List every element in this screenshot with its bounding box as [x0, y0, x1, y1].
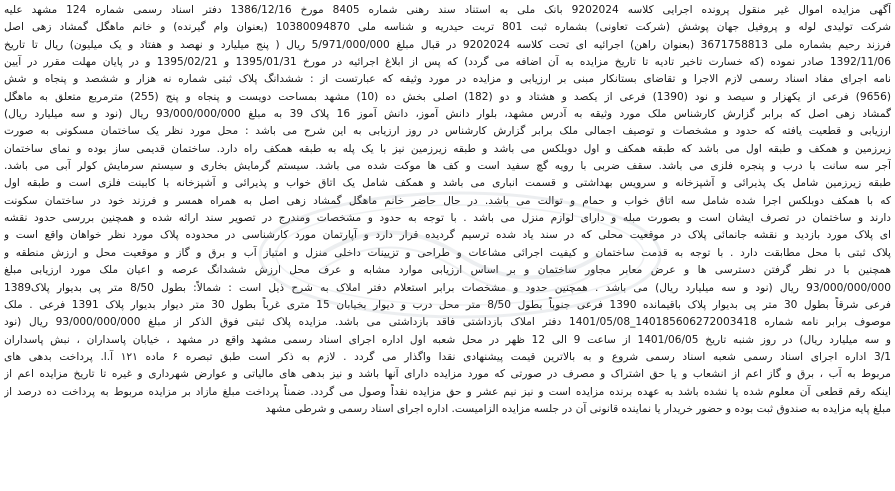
notice-line-8: ارزیابی و قطعیت یافته که حدود و مشخصات و توصیف اجمالی ملک برابر گزارش کارشناس در روز ارزیابی به این شرح می باشد : محل مورد نظر یک ساختمان مسکونی به صورت [4, 125, 891, 138]
notice-line-1: آگهی مزایده اموال غیر منقول پرونده اجرایی کلاسه 9202024 بانک ملی به استناد سند رهنی شماره 8405 مورخ 1386/12/16 دفتر اسناد رسمی شماره 124 مشهد علیه [4, 4, 891, 16]
notice-line-11: طبقه زیرزمین شامل یک پذیرائی و آشپزخانه و سرویس بهداشتی و قسمت انباری می باشد و همکف شامل یک اتاق خواب و پذیرائی و آشپزخانه با کابینت فلزی است و طبقه اول [4, 177, 891, 190]
notice-line-24: مبلغ پایه مزایده به صندوق ثبت بوده و حضور خریدار یا نماینده قانونی آن در جلسه مزایده الزامیست. اداره اجرای اسناد رسمی و شرطی مشهد [265, 402, 891, 415]
notice-line-3: فرزند رحیم بشماره ملی 3671758813 (بعنوان راهن) اجرائیه ای تحت کلاسه 9202024 در قبال مبلغ 5/971/000/000 ریال ( پنج میلیارد و نهصد و هفتاد و یک میلیون) ریال تا تاریخ [4, 38, 891, 51]
notice-line-17: 93/000/000/000 ریال (نود و سه میلیارد ریال) می باشد . همچنین حدود و مشخصات برابر استعلام دفتر املاک به شرح ذیل است : شمالاً: بطول 8/50 متر پی بدیوار پلاک1389 [4, 281, 891, 294]
notice-line-6: (9656) فرعی از یکهزار و سیصد و نود (1390) فرعی از یکصد و هشتاد و دو (182) اصلی بخش ده (10) مشهد بمساحت دویست و پنجاه و پنج (255) مترمربع متعلق به ماهگل [4, 90, 891, 103]
notice-line-15: پلاک ثبتی با محل مطابقت دارد . با توجه به قدمت ساختمان و کیفیت اجرائی مشاعات و طراحی و تزیینات داخلی منزل و امتیاز آب و برق و گاز و موقعیت محل و ارزش منطقه و [4, 246, 891, 259]
notice-line-2: شرکت تولیدی لوله و پروفیل جهان پوشش (شرکت تعاونی) بشماره ثبت 801 تربت حیدریه و شناسه ملی 10380094870 (بعنوان وام گیرنده) و خانم ماهگل گمشاد زهی اصل [4, 21, 891, 34]
notice-line-18: فرعی شرقاً بطول 30 متر پی بدیوار پلاک باقیمانده 1390 فرعی جنوباً بطول 8/50 متر محل درب و دیوار بخیابان 15 متری غرباً بطول 30 متر دیوار بدیوار پلاک 1391 فرعی . ملک [4, 298, 891, 311]
notice-line-22: مربوط به آب ، برق و گاز اعم از انشعاب و یا حق اشتراک و مصرف در صورتی که مورد مزایده دارای آنها باشد و نیز بدهی های مالیاتی و عوارض شهرداری و غیره تا تاریخ مزایده اعم از [4, 368, 891, 381]
notice-line-7: گمشاد زهی اصل که برابر گزارش کارشناس ملک مورد وثیقه به آدرس مشهد، بلوار دانش آموز، دانش آموز 16 پلاک 39 به مبلغ 93/000/000/000 ریال (نود و سه میلیارد ریال) [4, 108, 891, 121]
notice-line-4: 1392/11/06 صادر نموده (که خسارت تاخیر تادیه تا تاریخ مزایده به آن اضافه می گردد) که پس از ابلاغ اجرائیه در مورخ 1395/01/31 و 1395/02/21 و در پایان مهلت مقرر در آیین [4, 56, 891, 69]
notice-line-14: ای پلاک مورد بازدید و نقشه جانمائی پلاک در موقعیت محلی که در سند یاد شده ترسیم گردیده قرار دارد و آپارتمان مورد کارشناسی در محدوده پلاک مورد نظر خواهان واقع است و [4, 229, 891, 242]
auction-notice-text [4, 2, 891, 489]
notice-line-9: زیرزمین و همکف و طبقه اول می باشد که طبقه همکف و اول دوبلکس می باشد و طبقه زیرزمین نیز با یک پله به طبقه همکف راه دارد. ساختمان قدیمی ساز بوده و نمای ساختمان [4, 142, 891, 155]
notice-line-10: آجر سه سانت با درب و پنجره فلزی می باشد. سقف ضربی با رویه گچ سفید است و کف ها موکت شده می باشد. سیستم گرمایش بخاری و سیستم سرمایش کولر آبی می باشد. [4, 160, 891, 173]
notice-line-20: و سه میلیارد ریال) در روز شنبه تاریخ 1401/06/05 از ساعت 9 الی 12 ظهر در محل شعبه اول اداره اجرای اسناد رسمی مشهد واقع در مشهد ، خیابان پاسداران ، نبش پاسداران [4, 333, 891, 346]
notice-line-5: نامه اجرای مفاد اسناد رسمی لازم الاجرا و تقاضای بستانکار مبنی بر ارزیابی و مزایده در مورد وثیقه که عبارتست از : ششدانگ پلاک ثبتی شماره نه هزار و ششصد و پنجاه و شش [4, 73, 891, 86]
notice-line-19: موصوف برابر نامه شماره 140185606272003418_1401/05/08 دفتر املاک بازداشتی فاقد بازداشتی می باشد. مزایده پلاک ثبتی فوق الذکر از مبلغ 93/000/000/000 ریال (نود [4, 316, 891, 329]
notice-line-23: اینکه رقم قطعی آن معلوم شده یا نشده باشد به عهده برنده مزایده است و نیز نیم عشر و حق مزایده نقداً وصول می گردد. ضمناً پرداخت مبلغ مازاد بر مزایده مربوط به پرداخت ده درصد از [4, 385, 891, 398]
notice-line-21: 3/1 اداره اجرای اسناد رسمی شعبه اسناد رسمی شروع و به بالاترین قیمت پیشنهادی نقدا واگذار می گردد . لازم به ذکر است طبق تبصره ۶ ماده ۱۲۱ آ.ا. پرداخت بدهی های [4, 350, 891, 363]
notice-line-13: دارند و ساختمان در تصرف ایشان است و بصورت مبله و دارای لوازم منزل می باشد . با توجه به حدود و مشخصات ومندرج در تصویر سند ارائه شده و همچنین بررسی حدود نقشه [4, 212, 891, 225]
notice-line-16: همچنین با در نظر گرفتن دسترسی ها و عرض معابر مجاور ساختمان و بر اساس ارزیابی موارد مشابه و عرف محل ارزش ششدانگ عرصه و اعیان ملک مورد ارزیابی مبلغ [4, 264, 891, 277]
notice-line-12: که با همکف دوبلکس اجرا شده شامل سه اتاق خواب و حمام و توالت می باشد. در حال حاضر خانم ماهگل گمشاد زهی اصل به همراه همسر و فرزند خود در ساختمان سکونت [4, 194, 891, 207]
